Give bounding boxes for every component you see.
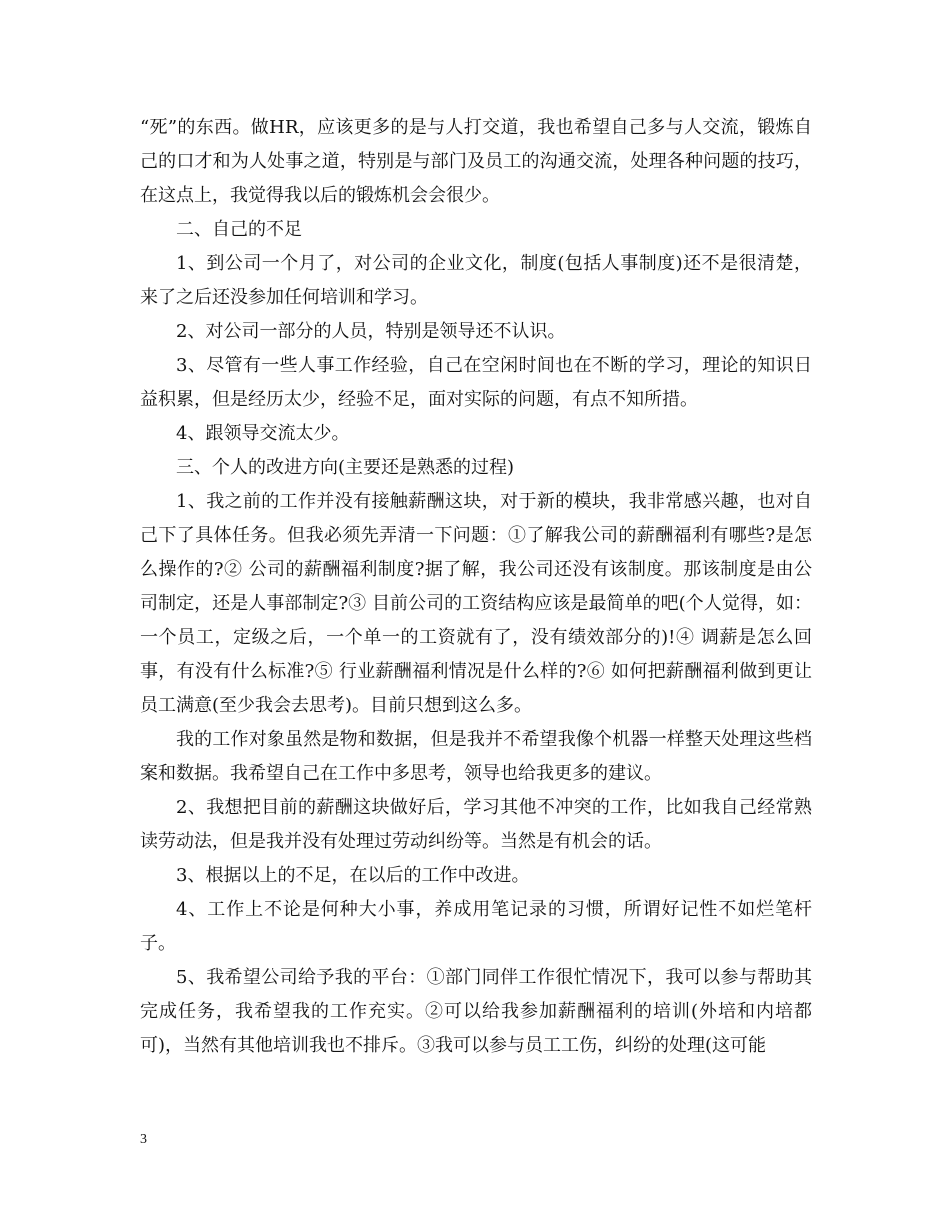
improvement-item-1: 1、我之前的工作并没有接触薪酬这块，对于新的模块，我非常感兴趣，也对自己下了具体任务。但我必须先弄清一下问题：①了解我公司的薪酬福利有哪些?是怎么操作的?② 公司的薪酬福利制度?据了解，我公司还没有该制度。那该制度是由公司制定，还是人事部制定?③ 目前公司的工资结构应该是最简单的吧(个人觉得，如：一个员工，定级之后，一个单一的工资就有了，没有绩效部分的)!④ 调薪是怎么回事，有没有什么标准?⑤ 行业薪酬福利情况是什么样的?⑥ 如何把薪酬福利做到更让员工满意(至少我会去思考)。目前只想到这么多。 [140, 491, 812, 716]
document-body [140, 111, 812, 1063]
shortcoming-item-4: 4、跟领导交流太少。 [176, 423, 350, 444]
heading-improvement: 三、个人的改进方向(主要还是熟悉的过程) [176, 457, 515, 478]
heading-shortcomings: 二、自己的不足 [176, 219, 302, 240]
shortcoming-item-3: 3、尽管有一些人事工作经验，自己在空闲时间也在不断的学习，理论的知识日益积累，但是经历太少，经验不足，面对实际的问题，有点不知所措。 [140, 355, 812, 410]
paragraph-continuation: “死”的东西。做HR，应该更多的是与人打交道，我也希望自己多与人交流，锻炼自己的口才和为人处事之道，特别是与部门及员工的沟通交流，处理各种问题的技巧，在这点上，我觉得我以后的锻炼机会会很少。 [140, 117, 812, 206]
improvement-note: 我的工作对象虽然是物和数据，但是我并不希望我像个机器一样整天处理这些档案和数据。我希望自己在工作中多思考，领导也给我更多的建议。 [140, 729, 812, 784]
shortcoming-item-1: 1、到公司一个月了，对公司的企业文化，制度(包括人事制度)还不是很清楚，来了之后还没参加任何培训和学习。 [140, 253, 812, 308]
improvement-item-2: 2、我想把目前的薪酬这块做好后，学习其他不冲突的工作，比如我自己经常熟读劳动法，但是我并没有处理过劳动纠纷等。当然是有机会的话。 [140, 797, 812, 852]
page-number: 3 [140, 1132, 147, 1147]
improvement-item-5: 5、我希望公司给予我的平台：①部门同伴工作很忙情况下，我可以参与帮助其完成任务，我希望我的工作充实。②可以给我参加薪酬福利的培训(外培和内培都可)，当然有其他培训我也不排斥。③我可以参与员工工伤，纠纷的处理(这可能 [140, 967, 812, 1056]
shortcoming-item-2: 2、对公司一部分的人员，特别是领导还不认识。 [176, 321, 566, 342]
improvement-item-3: 3、根据以上的不足，在以后的工作中改进。 [176, 865, 530, 886]
improvement-item-4: 4、工作上不论是何种大小事，养成用笔记录的习惯，所谓好记性不如烂笔杆子。 [140, 899, 812, 954]
